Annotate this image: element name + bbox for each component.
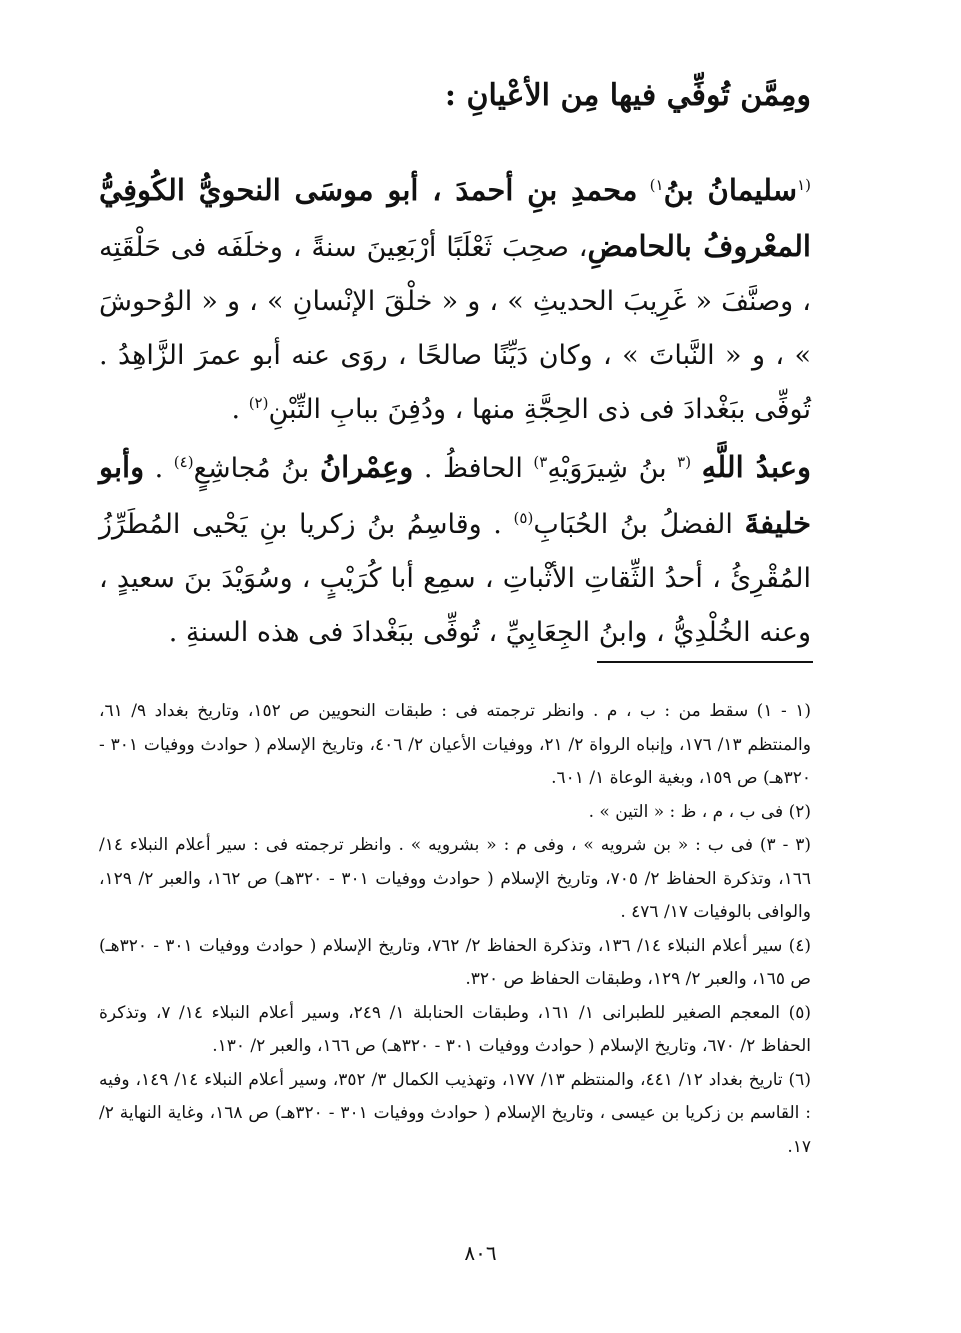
- footnotes: [99, 695, 811, 1164]
- footnote-3: (٣ - ٣) فى ب : « بن شرويه » ، وفى م : « بشرويه » . وانظر ترجمته فى : سير أعلام النبلاء ١٤/ ١٦٦، وتذكرة الحفاظ ٢/ ٧٠٥، وتاريخ الإسلام ( حوادث ووفيات ٣٠١ - ٣٢٠هـ) ص ١٦٢، والعبر ٢/ ١٢٩، والوافى بالوفيات ١٧/ ٤٧٦ .: [99, 835, 811, 922]
- entry-name-abdullah: وعبدُ اللَّهِ: [701, 450, 812, 484]
- page-number: ٨٠٦: [464, 1241, 497, 1265]
- footnote-marker-2: (٢): [248, 394, 269, 412]
- footnote-6: (٦) تاريخ بغداد ١٢/ ٤٤١، والمنتظم ١٣/ ١٧٧، وتهذيب الكمال ٣/ ٣٥٢، وسير أعلام النبلاء ١٤/ ١٤٩، وفيه : القاسم بن زكريا بن عيسى ، وتاريخ الإسلام ( حوادث ووفيات ٣٠١ - ٣٢٠هـ) ص ١٦٨، وغاية النهاية ٢/ ١٧.: [99, 1069, 811, 1157]
- footnote-marker-3-close: ٣): [533, 453, 548, 471]
- entry-name-imran: وعِمْرانُ: [319, 450, 414, 484]
- entry-text-sep: .: [144, 453, 174, 484]
- footnote-5: (٥) المعجم الصغير للطبرانى ١/ ١٦١، وطبقات الحنابلة ١/ ٢٤٩، وسير أعلام النبلاء ١٤/ ٧، وتذكرة الحفاظ ٢/ ٦٧٠، وتاريخ الإسلام ( حوادث ووفيات ٣٠١ - ٣٢٠هـ) ص ١٦٦، والعبر ٢/ ١٣٠.: [99, 1002, 812, 1056]
- entry-text-shirawayh: بنُ شِيرَوَيْهِ: [547, 453, 678, 484]
- entry-name-sulayman-rest: محمدِ بنِ أحمدَ ، أبو موسَى النحويُّ الكُوفِيُّ المعْروفُ بالحامضِ: [99, 173, 811, 263]
- footnote-divider: [597, 661, 813, 663]
- entry-name-abu-khalifa: وأبو خليفةَ: [99, 450, 812, 540]
- entry-text-sulayman: ، صحِبَ ثَعْلَبًا أرْبَعِينَ سنةً ، وخلَفَه فى حَلْقَتِه ، وصنَّفَ « غَرِيبَ الحديثِ » ، و « خلْقَ الإنْسانِ » ، و « الوُحوشَ » ، و « النَّباتَ » ، وكان دَيِّنًا صالحًا ، روَى عنه أبو عمرَ الزَّاهِدُ . تُوفِّى ببَغْدادَ فى ذى الحِجَّةِ منها ، ودُفِنَ ببابِ التِّبْنِ: [99, 232, 811, 425]
- footnote-marker-1-open: (١: [797, 176, 811, 194]
- entry-end-sulayman: .: [231, 394, 249, 425]
- footnote-marker-5: (٥): [513, 509, 534, 527]
- footnote-marker-3-open: (٣: [677, 453, 692, 471]
- entry-others: [99, 440, 811, 660]
- section-heading: ومِمَّن تُوفِّي فيها مِن الأعْيانِ :: [444, 78, 811, 113]
- entry-text-qasim: . وقاسِمُ بنُ زكريا بنِ يَحْيى المُطَرِّزُ المُقْرِئُ ، أحدُ الثِّقاتِ الأثْباتِ ، سمِع أبا كُرَيْبٍ ، وسُوَيْدَ بنَ سعيدٍ ، وعنه الخُلْدِيُّ ، وابنُ الجِعَابِيِّ ، تُوفِّى ببَغْدادَ فى هذه السنةِ .: [99, 509, 811, 648]
- entry-name-sulayman: سليمانُ بنُ: [663, 173, 798, 207]
- entry-text-hafiz: الحافظُ .: [413, 453, 534, 484]
- footnote-marker-4: (٤): [173, 453, 194, 471]
- footnote-2: (٢) فى ب ، م ، ظ : « التين » .: [588, 801, 811, 822]
- footnote-4: (٤) سير أعلام النبلاء ١٤/ ١٣٦، وتذكرة الحفاظ ٢/ ٧٦٢، وتاريخ الإسلام ( حوادث ووفيات ٣٠١ - ٣٢٠هـ) ص ١٦٥، والعبر ٢/ ١٢٩، وطبقات الحفاظ ص ٣٢٠.: [99, 935, 811, 989]
- entry-text-mujashi: بنُ مُجاشِعٍ: [193, 453, 320, 484]
- footnote-marker-1-close: ١): [649, 176, 664, 194]
- entry-sulayman: [99, 163, 811, 437]
- entry-text-fadl: الفضلُ بنُ الحُبَابِ: [533, 509, 745, 540]
- footnote-1: (١ - ١) سقط من : ب ، م . وانظر ترجمته فى : طبقات النحويين ص ١٥٢، وتاريخ بغداد ٩/ ٦١، والمنتظم ١٣/ ١٧٦، وإنباه الرواة ٢/ ٢١، ووفيات الأعيان ٢/ ٤٠٦، وتاريخ الإسلام ( حوادث ووفيات ٣٠١ - ٣٢٠هـ) ص ١٥٩، وبغية الوعاة ١/ ٦٠١.: [99, 701, 811, 788]
